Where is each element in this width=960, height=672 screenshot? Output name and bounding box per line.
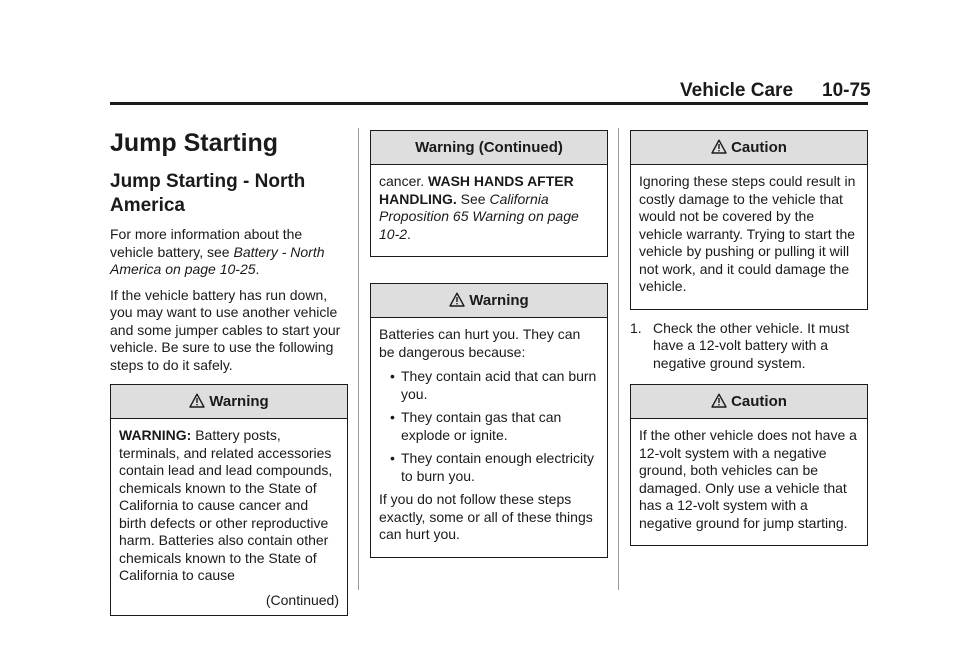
warning-triangle-icon [189, 393, 205, 408]
hazard-list [379, 368, 599, 485]
warning-box-body: WARNING: Battery posts, terminals, and related accessories contain lead and lead compounds, chemicals known to the State of California to cause cancer and birth defects or other reproductive harm. Batteries also contain other chemicals known to the State of California to cause (Continued) [119, 427, 339, 608]
section-heading: Jump Starting [110, 129, 279, 157]
column-1 [110, 128, 348, 616]
caution-box [630, 130, 868, 310]
subsection-heading: Jump Starting - North America [110, 171, 306, 216]
warning-box-body: Batteries can hurt you. They can be dangerous because: • They contain acid that can burn you. • They contain gas that can explode or ignite. • They contain enough electricity to burn you. If you do not follow these steps exactly, some or all of these things can hurt you. [371, 318, 607, 557]
cross-reference-link[interactable]: California Proposition 65 Warning on page 10-2 [379, 190, 579, 242]
warning-triangle-icon [449, 292, 465, 307]
column-divider [618, 128, 619, 590]
column-divider [358, 128, 359, 590]
warning-box [110, 384, 348, 616]
warning-box [370, 283, 608, 558]
warning-continued-body: cancer. WASH HANDS AFTER HANDLING. See California Proposition 65 Warning on page 10-2. [379, 173, 579, 242]
column-2 [370, 128, 608, 558]
caution-box [630, 384, 868, 546]
warning-triangle-icon [711, 393, 727, 408]
steps-list [630, 320, 868, 373]
cross-reference-link[interactable]: Battery - North America on page 10-25 [110, 243, 325, 277]
header-rule [110, 102, 868, 105]
step-number: 1. [630, 319, 642, 336]
continued-label: (Continued) [265, 591, 339, 608]
list-item: • They contain enough electricity to burn you. [379, 450, 599, 485]
list-item: • They contain acid that can burn you. [379, 368, 599, 403]
caution-box-body: If the other vehicle does not have a 12-volt system with a negative ground, both vehicles can be damaged. Only use a vehicle that has a 12-volt system with a negative ground for jump starting. [639, 427, 857, 531]
running-header-title: Vehicle Care [680, 80, 794, 101]
caution-box-header: Caution [631, 131, 867, 165]
body-paragraph: If the vehicle battery has run down, you may want to use another vehicle and some jumper cables to start your vehicle. Be sure to use the following steps to do it safely. [110, 286, 341, 373]
warning-continued-box [370, 130, 608, 257]
warning-triangle-icon [711, 139, 727, 154]
caution-box-body: Ignoring these steps could result in costly damage to the vehicle that would not be covered by the vehicle warranty. Trying to start the vehicle by pushing or pulling it will not work, and it could damage the vehicle. [639, 173, 856, 294]
list-item: • They contain gas that can explode or ignite. [379, 409, 599, 444]
warning-box-header: Warning [371, 284, 607, 318]
caution-box-header: Caution [631, 385, 867, 419]
column-3 [630, 128, 868, 546]
page-number: 10-75 [822, 80, 871, 101]
warning-box-header: Warning [111, 385, 347, 419]
intro-paragraph: For more information about the vehicle battery, see Battery - North America on page 10-25. [110, 226, 325, 277]
warning-continued-header: Warning (Continued) [371, 131, 607, 165]
step-item: 1. Check the other vehicle. It must have a 12-volt battery with a negative ground system. [630, 319, 850, 371]
